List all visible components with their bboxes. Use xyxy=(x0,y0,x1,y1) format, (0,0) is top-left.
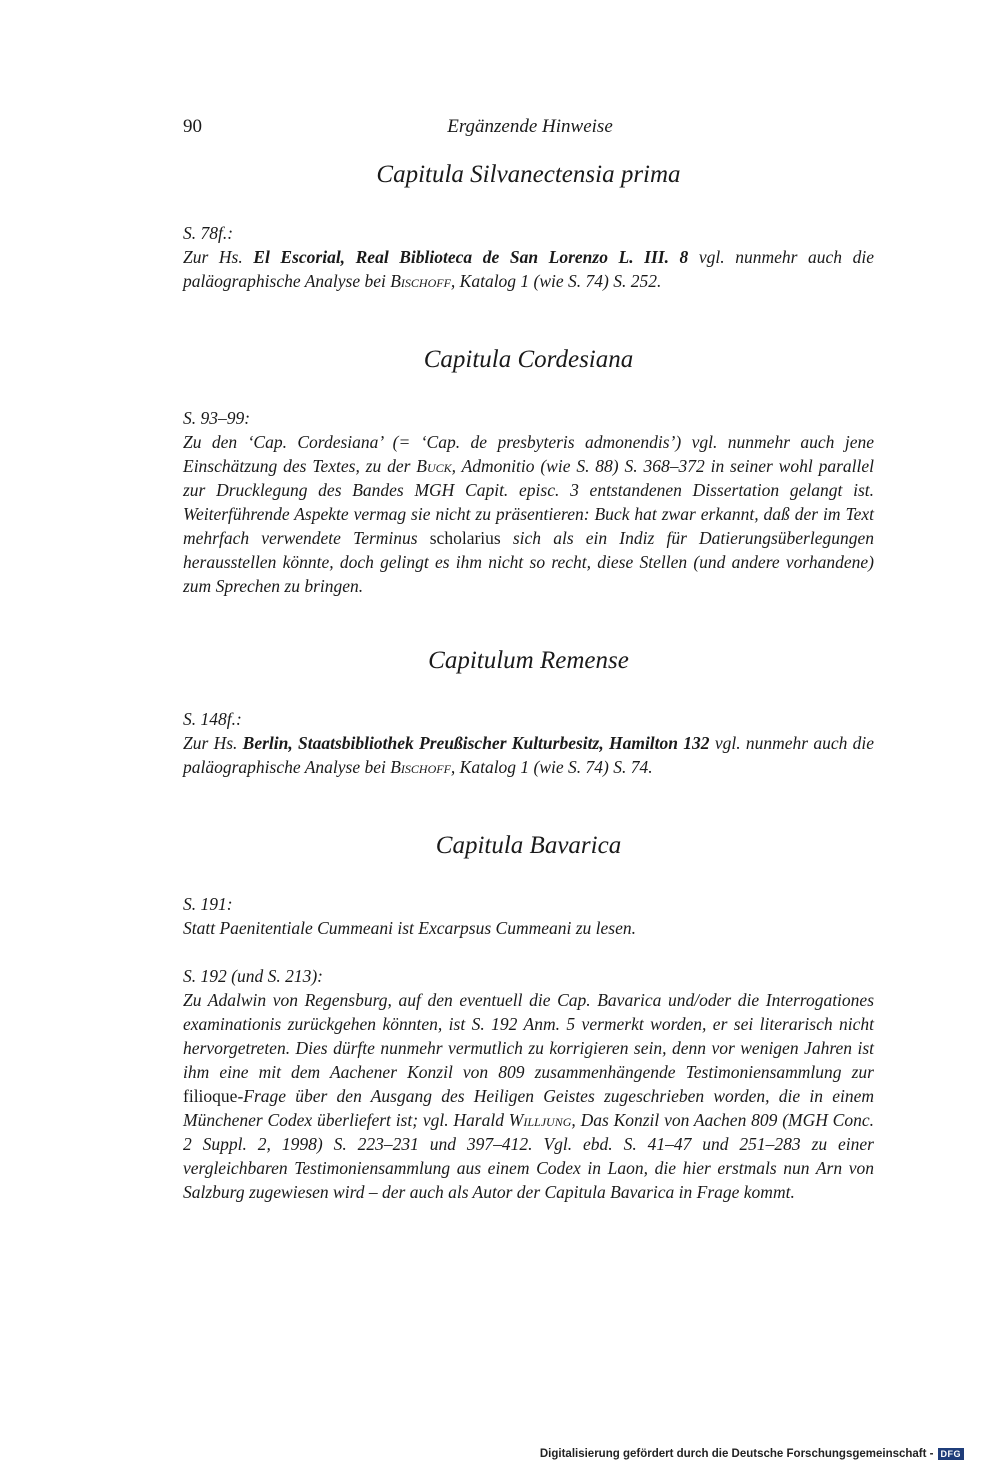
text-segment: scholarius xyxy=(429,528,501,548)
text-segment: vgl. nunmehr auch die paläographische Analyse bei xyxy=(183,733,875,777)
text-segment: -Frage über den Ausgang des Heiligen Geistes zugeschrieben worden, die in einem Münchener Codex überliefert ist; vgl. Harald xyxy=(183,1086,874,1130)
text-segment: , Katalog 1 (wie S. 74) S. 252. xyxy=(450,271,662,291)
entry-text xyxy=(183,731,874,779)
text-segment: , Admonitio (wie S. 88) S. 368–372 in seiner wohl parallel zur Drucklegung des Bandes MGH Capit. episc. 3 entstandenen Dissertation gelangt ist. Weiterführende Aspekte vermag sie nicht zu präsentieren: Buck hat zwar erkannt, daß der im Text mehrfach verwendete Terminus xyxy=(183,456,874,548)
footer-credit xyxy=(540,1448,964,1460)
entry-ref: S. 148f.: xyxy=(183,709,242,729)
text-segment: Zu Adalwin von Regensburg, auf den eventuell die Cap. Bavarica und/oder die Interrogationes examinationis zurückgehen könnten, ist S. 192 Anm. 5 vermerkt worden, er sei literarisch nicht hervorgetreten. Dies dürfte nunmehr vermutlich zu korrigieren sein, denn vor wenigen Jahren ist ihm eine mit dem Aachener Konzil von 809 zusammenhängende Testimoniensammlung zur xyxy=(183,990,874,1082)
section-title: Capitula Silvanectensia prima xyxy=(376,161,681,188)
text-segment: Zur Hs. xyxy=(183,733,243,753)
section-cordesiana xyxy=(183,345,874,598)
section-silvanectensia xyxy=(183,160,874,293)
dfg-logo-icon: DFG xyxy=(938,1448,965,1460)
text-segment: Statt Paenitentiale Cummeani ist Excarpsus Cummeani zu lesen. xyxy=(183,918,637,938)
text-segment: Berlin, Staatsbibliothek Preußischer Kulturbesitz, Hamilton 132 xyxy=(242,733,710,753)
text-segment: Bischoff xyxy=(390,757,451,777)
entry-text xyxy=(183,916,874,940)
text-segment: El Escorial, Real Biblioteca de San Lorenzo L. III. 8 xyxy=(253,247,689,267)
page-number: 90 xyxy=(183,116,202,137)
entry-ref: S. 192 (und S. 213): xyxy=(183,966,323,986)
entry-ref: S. 93–99: xyxy=(183,408,251,428)
text-segment: vgl. nunmehr auch die paläographische Analyse bei xyxy=(183,247,874,291)
text-segment: , Das Konzil von Aachen 809 (MGH Conc. 2 Suppl. 2, 1998) S. 223–231 und 397–412. Vgl. ebd. S. 41–47 und 251–283 zu einer vergleichbaren Testimoniensammlung aus einem Codex in Laon, die hier erstmals nun Arn von Salzburg zugewiesen wird – der auch als Autor der Capitula Bavarica in Frage kommt. xyxy=(183,1110,874,1202)
text-segment: sich als ein Indiz für Datierungsüberlegungen herausstellen könnte, doch gelingt es ihm nicht so recht, diese Stellen (und andere vorhandene) zum Sprechen zu bringen. xyxy=(183,528,875,596)
section-title: Capitula Cordesiana xyxy=(423,346,634,373)
entry-text xyxy=(183,988,874,1204)
text-segment: Zur Hs. xyxy=(183,247,254,267)
text-segment: filioque xyxy=(183,1086,238,1106)
section-remense xyxy=(183,646,874,779)
entry-ref: S. 191: xyxy=(183,894,233,914)
text-segment: Willjung xyxy=(508,1110,572,1130)
footer-text: Digitalisierung gefördert durch die Deutsche Forschungsgemeinschaft - xyxy=(539,1448,934,1460)
entry-text xyxy=(183,430,874,598)
section-title: Capitula Bavarica xyxy=(435,832,622,859)
text-segment: Buck xyxy=(416,456,452,476)
section-title: Capitulum Remense xyxy=(428,647,629,674)
entry-ref: S. 78f.: xyxy=(183,223,234,243)
entry-text xyxy=(183,245,874,293)
text-segment: Bischoff xyxy=(390,271,451,291)
text-segment: , Katalog 1 (wie S. 74) S. 74. xyxy=(450,757,653,777)
text-segment: Zu den ‘Cap. Cordesiana’ (= ‘Cap. de presbyteris admonendis’) vgl. nunmehr auch jene Einschätzung des Textes, zu der xyxy=(183,432,874,476)
section-bavarica xyxy=(183,831,874,1204)
running-head: Ergänzende Hinweise xyxy=(447,116,613,137)
